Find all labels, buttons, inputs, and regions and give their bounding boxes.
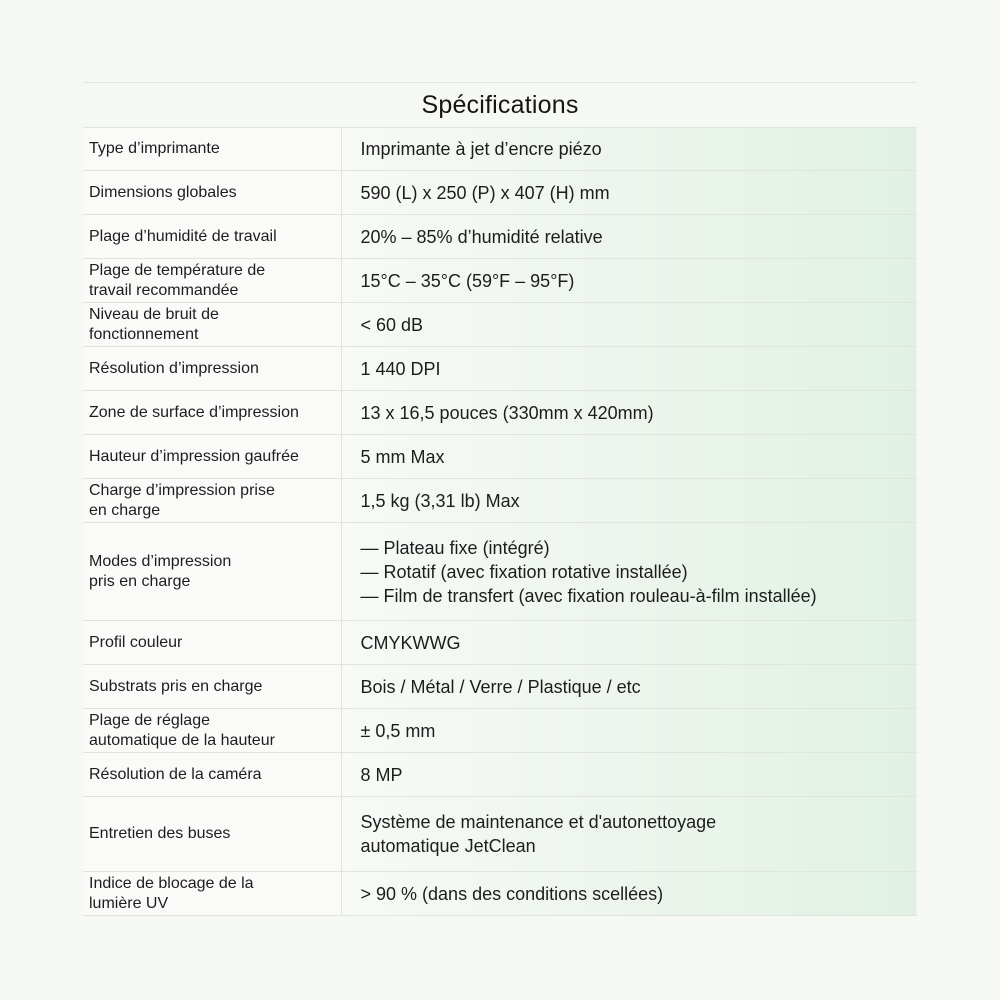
spec-label-line: en charge [89,501,161,519]
spec-label-line: Zone de surface d’impression [89,403,299,421]
spec-row [83,872,917,916]
spec-value [341,709,917,753]
spec-label [83,259,341,303]
spec-label [83,171,341,215]
spec-value [341,128,917,171]
spec-label [83,128,341,171]
spec-label-line: Substrats pris en charge [89,677,263,695]
spec-value-line: > 90 % (dans des conditions scellées) [360,883,664,904]
spec-label-line: Résolution de la caméra [89,765,262,783]
spec-table-body [83,128,917,916]
spec-row [83,621,917,665]
spec-value-line: Imprimante à jet d’encre piézo [360,139,602,159]
page-title: Spécifications [421,91,579,119]
spec-label [83,391,341,435]
spec-label-line: Plage de température de [89,261,266,279]
spec-value-line: — Rotatif (avec fixation rotative installée) [360,561,688,582]
spec-label-line: Profil couleur [89,633,183,651]
spec-label [83,435,341,479]
spec-value [341,171,917,215]
spec-value-line: 1 440 DPI [360,358,441,379]
spec-value [341,215,917,259]
spec-label-line: fonctionnement [89,325,199,343]
spec-value [341,872,917,916]
spec-row [83,523,917,621]
spec-label-line: Indice de blocage de la [89,874,254,892]
spec-value [341,391,917,435]
spec-label-line: Plage d’humidité de travail [89,227,277,245]
spec-label-line: Hauteur d’impression gaufrée [89,447,299,465]
spec-value-line: CMYKWWG [360,632,461,653]
spec-label [83,523,341,621]
spec-label-line: lumière UV [89,894,169,912]
spec-value-line: 1,5 kg (3,31 lb) Max [360,490,520,511]
spec-value [341,797,917,872]
spec-value-line: 15°C – 35°C (59°F – 95°F) [360,270,575,291]
spec-value-line: 13 x 16,5 pouces (330mm x 420mm) [360,402,654,423]
spec-value-line: < 60 dB [360,314,424,335]
spec-row [83,259,917,303]
spec-row [83,171,917,215]
spec-value [341,347,917,391]
spec-label [83,621,341,665]
spec-value-line: 20% – 85% d’humidité relative [360,226,603,247]
spec-value-line: — Plateau fixe (intégré) [360,537,550,558]
spec-value-line: 8 MP [360,764,403,785]
spec-value-line: automatique JetClean [360,836,536,856]
spec-label [83,479,341,523]
specifications-sheet [83,82,917,916]
spec-row [83,709,917,753]
spec-row [83,479,917,523]
spec-value-line: 5 mm Max [360,446,445,467]
spec-row [83,128,917,171]
spec-row [83,215,917,259]
spec-label [83,665,341,709]
spec-row [83,753,917,797]
spec-value [341,303,917,347]
spec-row [83,797,917,872]
spec-row [83,435,917,479]
spec-label [83,303,341,347]
spec-label-line: Résolution d’impression [89,359,259,377]
spec-label [83,797,341,872]
spec-value-line: — Film de transfert (avec fixation rouleau-à-film installée) [360,585,817,606]
spec-value-line: 590 (L) x 250 (P) x 407 (H) mm [360,182,610,203]
spec-value-line: Bois / Métal / Verre / Plastique / etc [360,676,641,697]
spec-row [83,303,917,347]
spec-value [341,479,917,523]
spec-label [83,709,341,753]
spec-label-line: Modes d’impression [89,552,232,570]
spec-value-line: Système de maintenance et d'autonettoyage [360,812,717,832]
spec-label-line: Niveau de bruit de [89,305,219,323]
spec-label-line: Type d’imprimante [89,140,220,157]
spec-label-line: Charge d’impression prise [89,481,275,499]
spec-label-line: automatique de la hauteur [89,731,275,749]
spec-label-line: Entretien des buses [89,825,231,842]
spec-label [83,753,341,797]
spec-label-line: travail recommandée [89,281,239,299]
spec-table [83,127,917,916]
spec-value [341,621,917,665]
spec-label-line: pris en charge [89,572,191,590]
spec-value [341,753,917,797]
spec-label-line: Dimensions globales [89,183,237,201]
spec-label [83,347,341,391]
spec-value [341,523,917,621]
spec-row [83,665,917,709]
spec-label [83,215,341,259]
spec-label [83,872,341,916]
spec-value [341,435,917,479]
spec-label-line: Plage de réglage [89,711,210,729]
spec-row [83,391,917,435]
spec-value-line: ± 0,5 mm [360,720,436,741]
spec-value [341,665,917,709]
spec-value [341,259,917,303]
spec-row [83,347,917,391]
